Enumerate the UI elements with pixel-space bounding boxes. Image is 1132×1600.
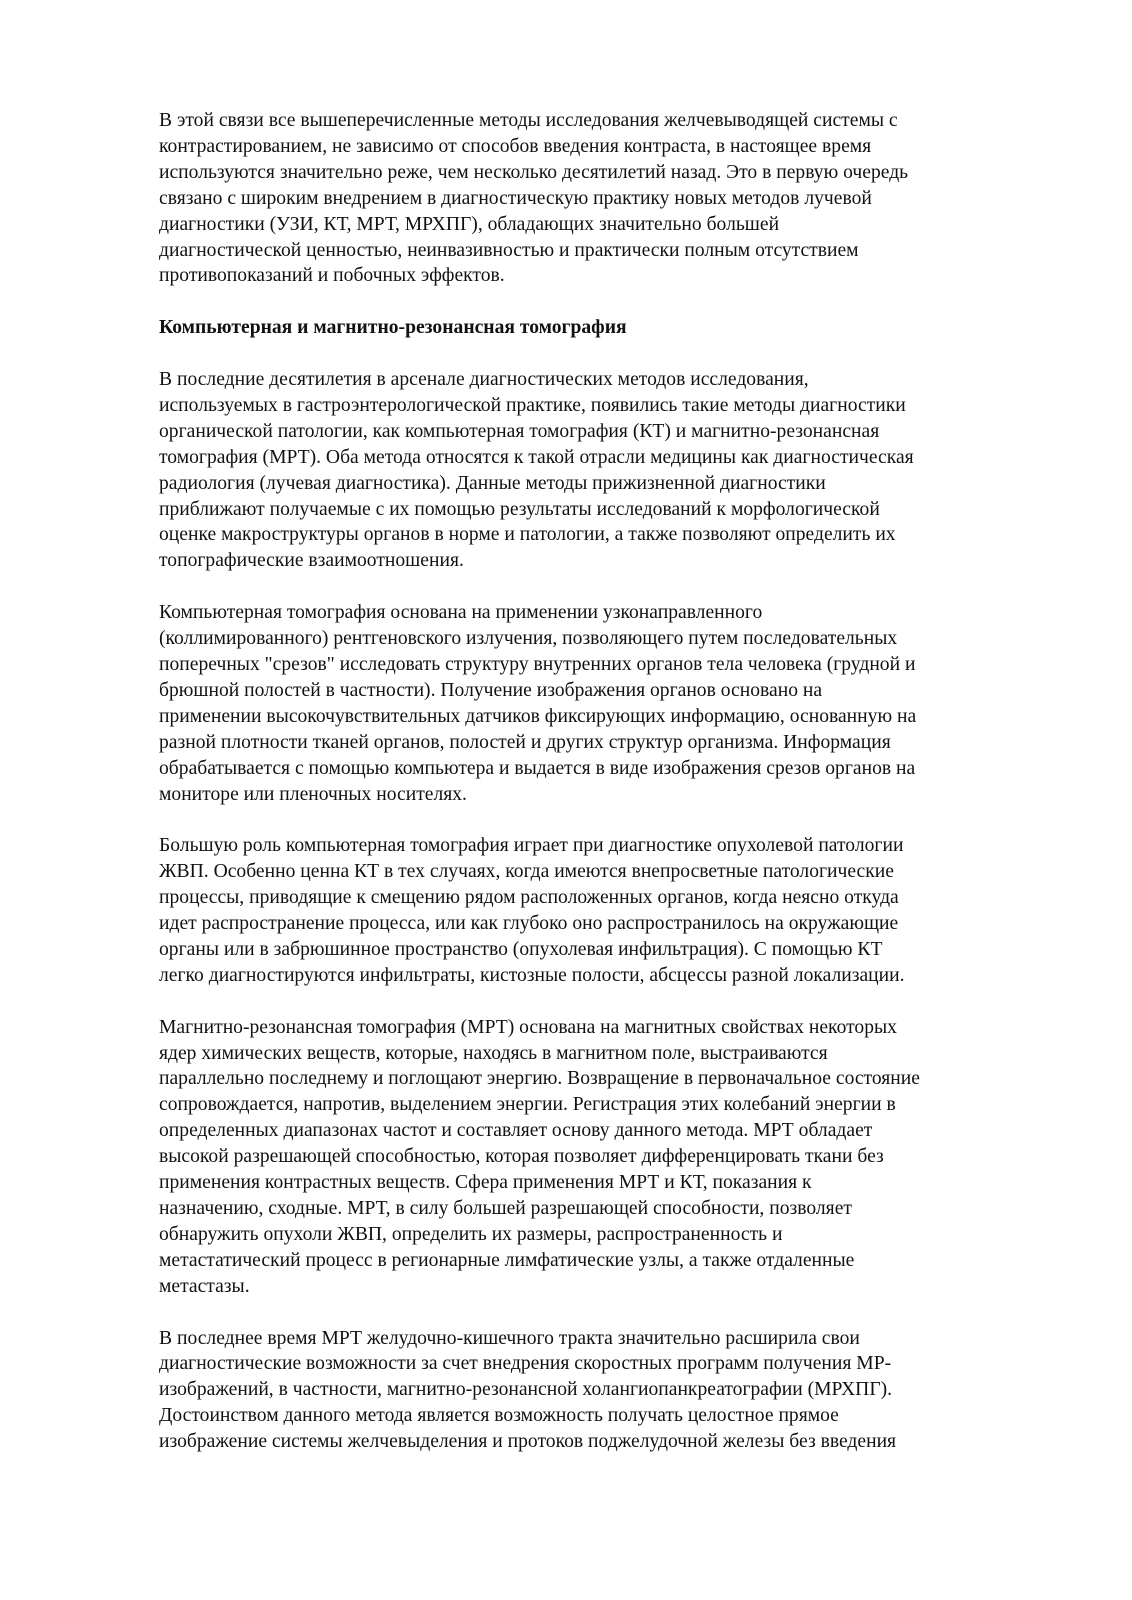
- text-line: диагностической ценностью, неинвазивностью и практически полным отсутствием: [159, 239, 859, 261]
- text-line: процессы, приводящие к смещению рядом расположенных органов, когда неясно откуда: [159, 887, 899, 909]
- text-line: радиология (лучевая диагностика). Данные методы прижизненной диагностики: [159, 472, 826, 494]
- document-page: [159, 108, 1039, 1481]
- text-line: используются значительно реже, чем несколько десятилетий назад. Это в первую очередь: [159, 161, 909, 183]
- text-line: (коллимированного) рентгеновского излучения, позволяющего путем последовательных: [159, 628, 898, 650]
- text-line: обрабатывается с помощью компьютера и выдается в виде изображения срезов органов на: [159, 757, 916, 779]
- text-line: используемых в гастроэнтерологической практике, появились такие методы диагностики: [159, 394, 906, 416]
- text-line: В последние десятилетия в арсенале диагностических методов исследования,: [159, 369, 809, 391]
- text-line: определенных диапазонах частот и составляет основу данного метода. МРТ обладает: [159, 1120, 873, 1142]
- text-line: обнаружить опухоли ЖВП, определить их размеры, распространенность и: [159, 1223, 783, 1245]
- text-line: изображений, в частности, магнитно-резонансной холангиопанкреатографии (МРХПГ).: [159, 1379, 893, 1401]
- text-line: томография (МРТ). Оба метода относятся к такой отрасли медицины как диагностическая: [159, 446, 914, 468]
- text-line: Магнитно-резонансная томография (МРТ) основана на магнитных свойствах некоторых: [159, 1016, 897, 1038]
- text-line: Большую роль компьютерная томография играет при диагностике опухолевой патологии: [159, 835, 904, 857]
- text-line: разной плотности тканей органов, полостей и других структур организма. Информация: [159, 731, 891, 753]
- text-line: применения контрастных веществ. Сфера применения МРТ и КТ, показания к: [159, 1172, 812, 1194]
- paragraph-5: [159, 1015, 1039, 1300]
- text-line: идет распространение процесса, или как глубоко оно распространилось на окружающие: [159, 913, 899, 935]
- text-line: В последнее время МРТ желудочно-кишечного тракта значительно расширила свои: [159, 1327, 860, 1349]
- text-line: диагностические возможности за счет внедрения скоростных программ получения МР-: [159, 1353, 892, 1375]
- paragraph-1: [159, 108, 1039, 289]
- text-line: параллельно последнему и поглощают энергию. Возвращение в первоначальное состояние: [159, 1068, 920, 1090]
- text-line: ЖВП. Особенно ценна КТ в тех случаях, когда имеются внепросветные патологические: [159, 861, 894, 883]
- heading-text: Компьютерная и магнитно-резонансная томография: [159, 317, 627, 339]
- section-heading: [159, 315, 1039, 341]
- text-line: сопровождается, напротив, выделением энергии. Регистрация этих колебаний энергии в: [159, 1094, 896, 1116]
- text-line: диагностики (УЗИ, КТ, МРТ, МРХПГ), обладающих значительно большей: [159, 213, 780, 235]
- text-line: противопоказаний и побочных эффектов.: [159, 265, 505, 287]
- text-line: метастатический процесс в регионарные лимфатические узлы, а также отдаленные: [159, 1249, 855, 1271]
- text-line: В этой связи все вышеперечисленные методы исследования желчевыводящей системы с: [159, 110, 898, 131]
- text-line: оценке макроструктуры органов в норме и патологии, а также позволяют определить их: [159, 524, 896, 546]
- text-line: приближают получаемые с их помощью результаты исследований к морфологической: [159, 498, 880, 520]
- text-line: назначению, сходные. МРТ, в силу большей разрешающей способности, позволяет: [159, 1197, 852, 1219]
- text-line: Достоинством данного метода является возможность получать целостное прямое: [159, 1405, 839, 1427]
- text-line: легко диагностируются инфильтраты, кистозные полости, абсцессы разной локализации.: [159, 964, 905, 986]
- text-line: ядер химических веществ, которые, находясь в магнитном поле, выстраиваются: [159, 1042, 828, 1064]
- paragraph-4: [159, 833, 1039, 988]
- text-line: органы или в забрюшинное пространство (опухолевая инфильтрация). С помощью КТ: [159, 938, 883, 960]
- text-line: органической патологии, как компьютерная томография (КТ) и магнитно-резонансная: [159, 420, 880, 442]
- text-line: топографические взаимоотношения.: [159, 550, 464, 572]
- paragraph-3: [159, 600, 1039, 807]
- text-line: связано с широким внедрением в диагностическую практику новых методов лучевой: [159, 187, 872, 209]
- text-line: метастазы.: [159, 1275, 250, 1297]
- text-line: контрастированием, не зависимо от способов введения контраста, в настоящее время: [159, 135, 872, 157]
- paragraph-6: [159, 1326, 1039, 1456]
- text-line: изображение системы желчевыделения и протоков поджелудочной железы без введения: [159, 1431, 897, 1453]
- text-line: Компьютерная томография основана на применении узконаправленного: [159, 602, 763, 624]
- text-line: поперечных "срезов" исследовать структуру внутренних органов тела человека (грудной и: [159, 653, 916, 675]
- text-line: применении высокочувствительных датчиков фиксирующих информацию, основанную на: [159, 705, 917, 727]
- text-line: высокой разрешающей способностью, которая позволяет дифференцировать ткани без: [159, 1146, 884, 1168]
- text-line: брюшной полостей в частности). Получение изображения органов основано на: [159, 679, 823, 701]
- text-line: мониторе или пленочных носителях.: [159, 783, 467, 805]
- paragraph-2: [159, 367, 1039, 574]
